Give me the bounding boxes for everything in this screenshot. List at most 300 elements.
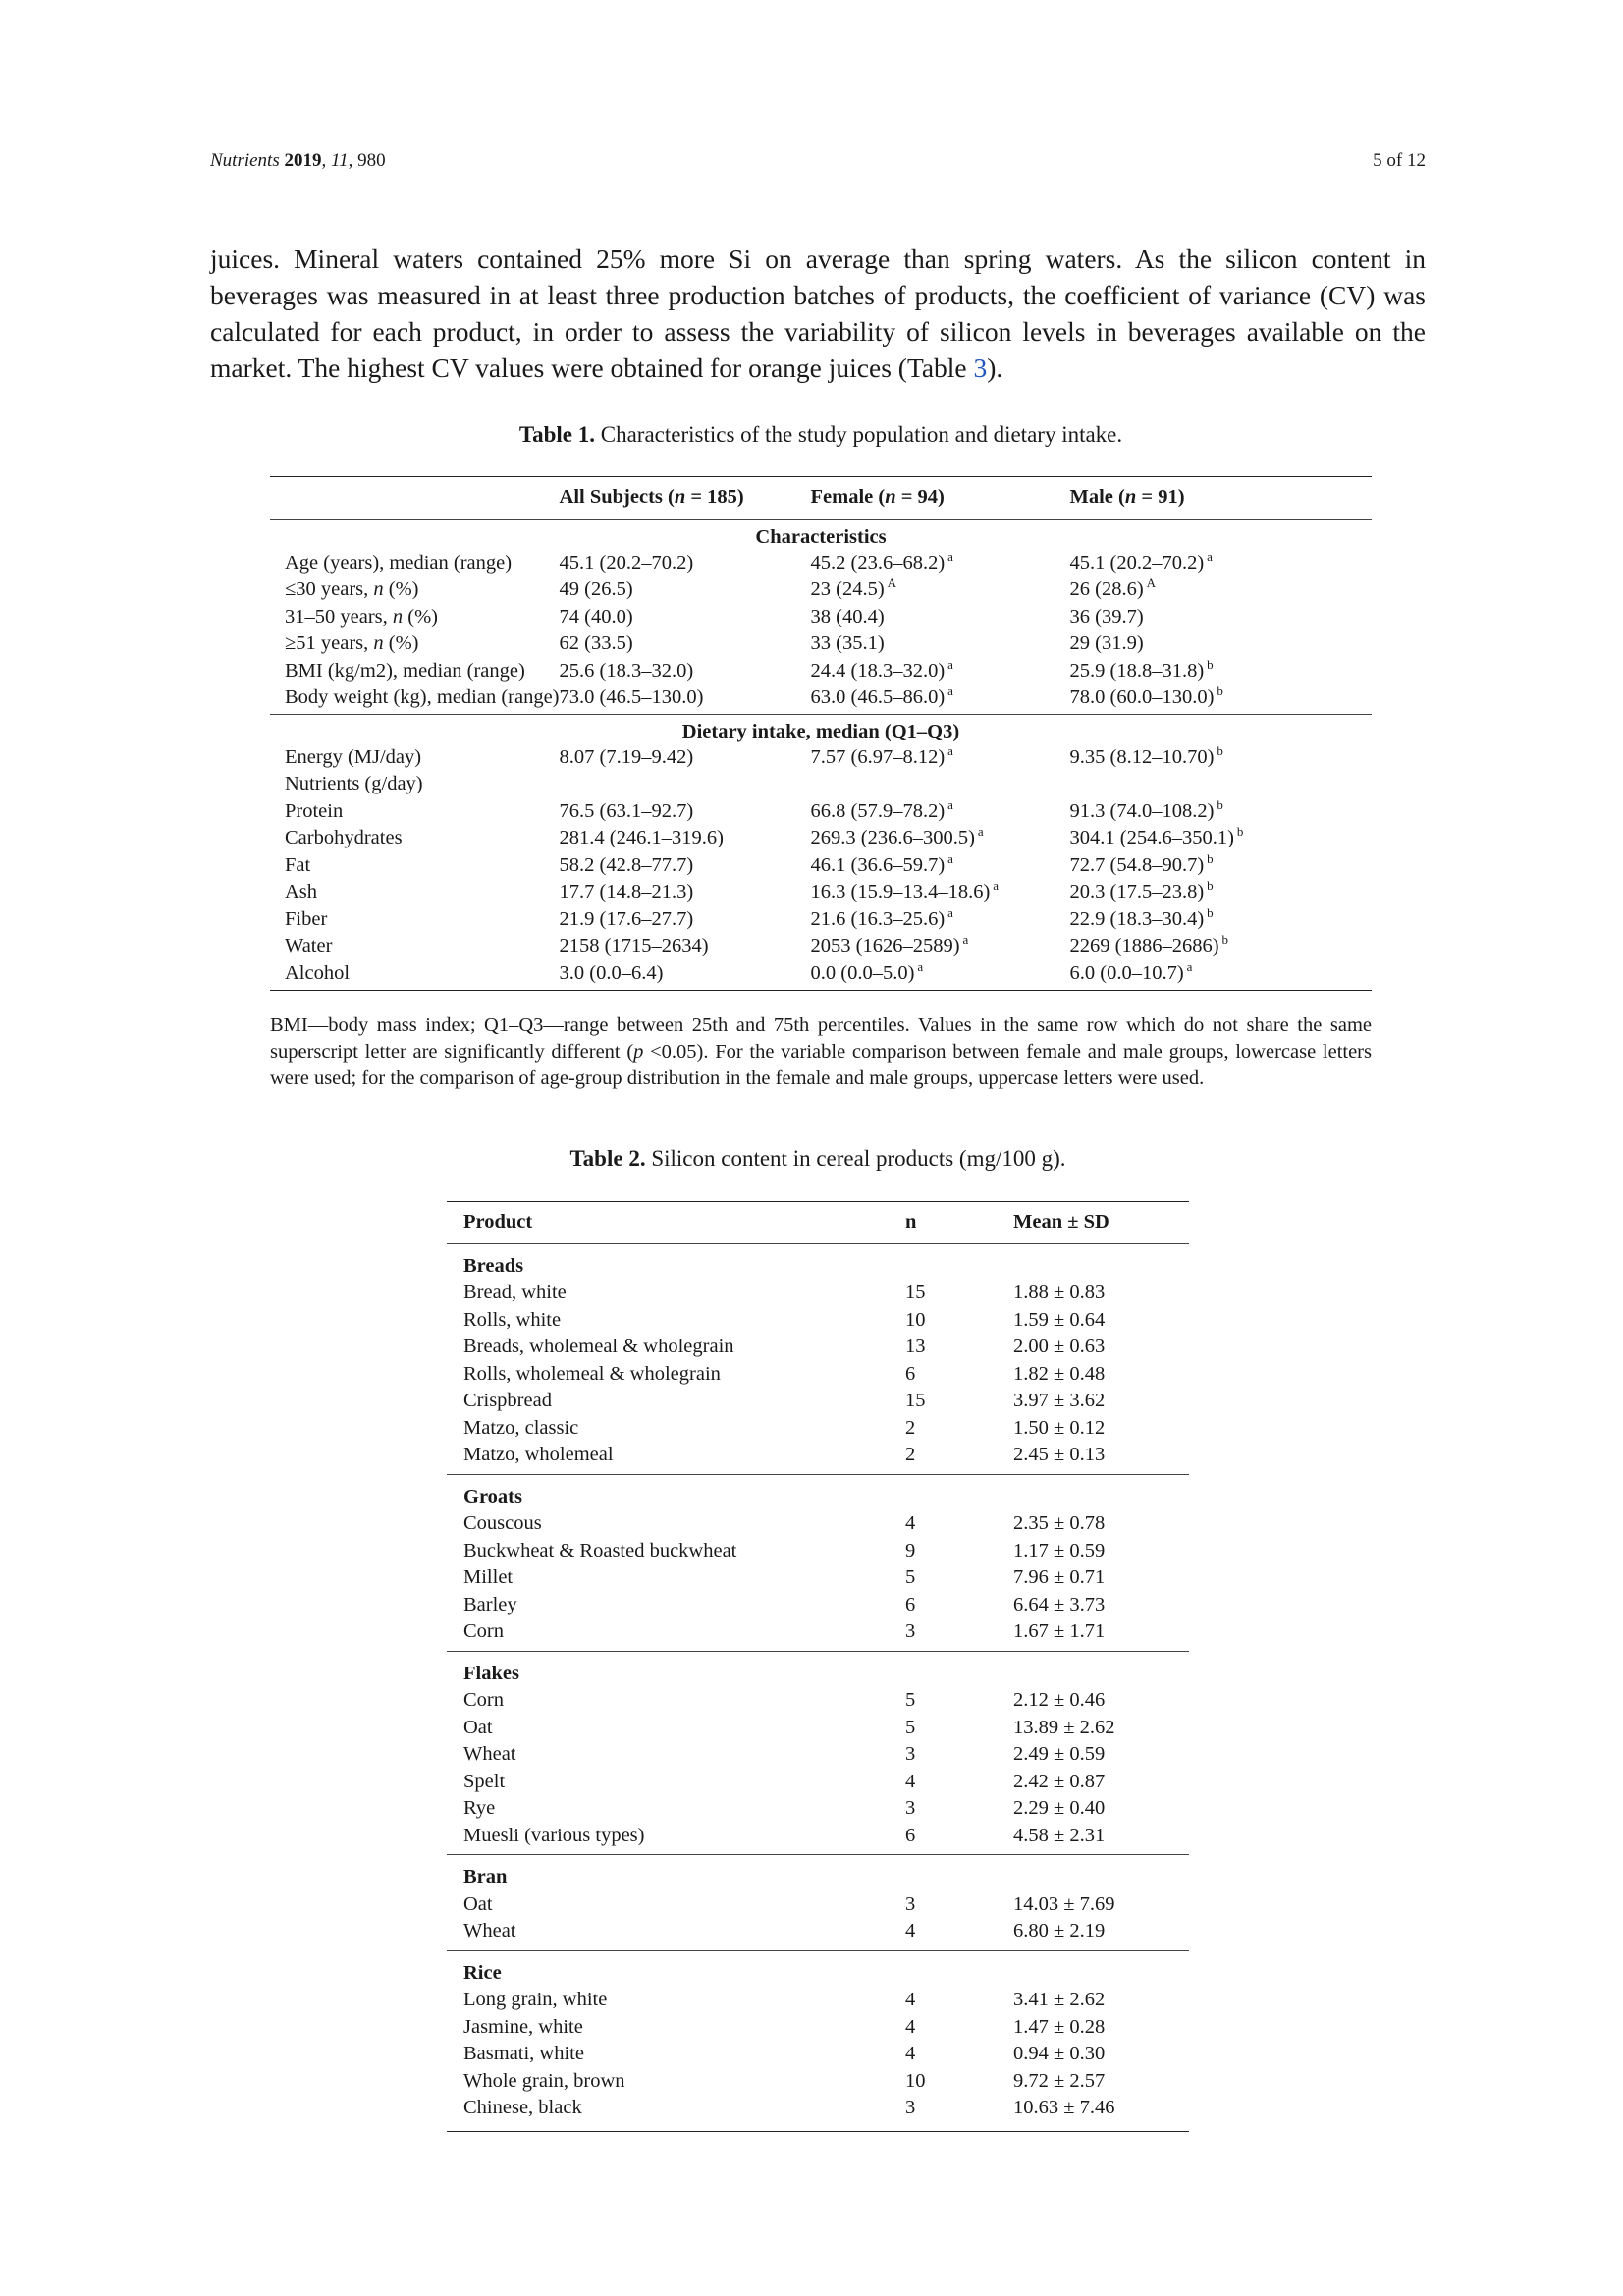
product-group-bran (447, 1855, 1189, 1951)
intro-text: juices. Mineral waters contained 25% more Si on average than spring waters. As the silicon content in beverages was measured in at least three production batches of products, the coefficient of variance (CV) was calculated for each product, in order to assess the variability of silicon levels in beverages available on the market. The highest CV values were obtained for orange juices (Table (210, 244, 1426, 383)
cell-n: 5 (905, 1716, 916, 1738)
cell-female-superscript: a (947, 796, 953, 812)
table-row (447, 1715, 1189, 1742)
intro-text-end: ). (987, 353, 1003, 383)
cell-female-superscript: a (962, 932, 969, 947)
cell-female (811, 684, 1070, 714)
table-row (447, 1538, 1189, 1565)
cell-all-value: 58.2 (42.8–77.7) (559, 853, 694, 876)
cell-n: 6 (905, 1593, 916, 1615)
table-row (447, 1741, 1189, 1769)
cell-male-value: 29 (31.9) (1069, 632, 1144, 654)
cell-all-value: 76.5 (63.1–92.7) (559, 799, 694, 822)
table-2-col-n: n (905, 1202, 1013, 1244)
group-title-row (447, 1243, 1189, 1280)
table-1 (270, 476, 1372, 991)
table-3-link[interactable]: 3 (973, 353, 988, 383)
cell-product: Rye (463, 1797, 496, 1819)
row-label: 31–50 years, n (%) (285, 605, 438, 628)
cell-n: 4 (905, 1512, 916, 1534)
cell-mean-sd: 3.97 ± 3.62 (1013, 1390, 1106, 1411)
row-label: Ash (285, 881, 318, 902)
cell-product: Millet (463, 1566, 514, 1588)
group-blank (905, 1950, 1013, 1987)
table-row (447, 2095, 1189, 2131)
row-label: Energy (MJ/day) (285, 745, 422, 768)
cell-n: 3 (905, 1892, 916, 1915)
cell-n: 4 (905, 1989, 916, 2010)
table-1-title: Characteristics of the study population and dietary intake. (600, 422, 1123, 447)
cell-female-superscript: a (947, 683, 953, 698)
cell-product: Wheat (447, 1918, 905, 1950)
table-2-col-mean: Mean ± SD (1013, 1202, 1189, 1244)
cell-n: 4 (905, 1770, 916, 1792)
cell-female-superscript: A (887, 575, 897, 590)
cell-mean-sd: 1.17 ± 0.59 (1013, 1539, 1106, 1561)
cell-female-superscript: a (977, 824, 984, 839)
table-row (447, 1388, 1189, 1415)
cell-male (1070, 744, 1372, 772)
table-1-section-dietary (270, 714, 1372, 991)
cell-male-superscript: a (1186, 958, 1193, 974)
cell-male-value: 20.3 (17.5–23.8) (1069, 881, 1205, 902)
cell-all (560, 744, 811, 772)
table-row (447, 1442, 1189, 1474)
cell-female (811, 658, 1070, 685)
cell-n: 10 (905, 1308, 926, 1331)
cell-male-value: 25.9 (18.8–31.8) (1069, 659, 1205, 682)
cell-all (560, 906, 811, 934)
cell-product: Breads, wholemeal & wholegrain (463, 1336, 734, 1357)
cell-product: Oat (463, 1892, 493, 1915)
cell-female (811, 550, 1070, 577)
row-label: Carbohydrates (285, 827, 403, 848)
cell-male-superscript: A (1146, 575, 1157, 590)
cell-female (811, 852, 1070, 880)
group-title: Bran (463, 1866, 508, 1887)
cell-mean-sd: 14.03 ± 7.69 (1013, 1892, 1115, 1915)
table-row (270, 906, 1372, 934)
table-2-caption (447, 1146, 1189, 1172)
row-label: Alcohol (270, 960, 560, 991)
section-title-row (270, 519, 1372, 550)
cell-female (811, 933, 1070, 960)
cell-product: Matzo, classic (463, 1416, 579, 1439)
table-row (270, 798, 1372, 826)
cell-female (811, 744, 1070, 772)
cell-mean-sd: 1.47 ± 0.28 (1013, 2015, 1106, 2038)
table-row (447, 1891, 1189, 1919)
cell-male (1070, 684, 1372, 714)
cell-product: Couscous (463, 1512, 542, 1534)
group-blank (905, 1651, 1013, 1687)
table-row (447, 1307, 1189, 1335)
cell-male (1070, 960, 1372, 991)
cell-mean-sd: 2.12 ± 0.46 (1013, 1689, 1106, 1711)
group-blank (1013, 1950, 1189, 1987)
cell-mean-sd: 6.64 ± 3.73 (1013, 1593, 1106, 1615)
cell-female (811, 798, 1070, 826)
cell-n: 4 (905, 2015, 916, 2038)
cell-male-superscript: b (1207, 656, 1214, 672)
group-blank (1013, 1243, 1189, 1280)
table-2-header-row (447, 1202, 1189, 1244)
cell-female-superscript: a (947, 850, 953, 866)
cell-product: Chinese, black (447, 2095, 905, 2131)
cell-all-value: 2158 (1715–2634) (559, 935, 709, 957)
row-label: ≤30 years, n (%) (285, 578, 419, 600)
cell-n: 2 (905, 1416, 916, 1439)
journal-citation: Nutrients 2019, 11, 980 (210, 150, 386, 171)
cell-male (1070, 879, 1372, 906)
cell-female-superscript: a (947, 656, 953, 672)
cell-mean-sd: 2.29 ± 0.40 (1013, 1797, 1106, 1819)
table-2-title: Silicon content in cereal products (mg/100 g). (651, 1146, 1066, 1171)
table-1-col-male: Male (n = 91) (1070, 477, 1372, 520)
cell-all (560, 576, 811, 604)
table-1-footnote (270, 1012, 1372, 1092)
cell-mean-sd: 1.82 ± 0.48 (1013, 1362, 1106, 1385)
table-1-caption (270, 422, 1372, 448)
cell-female-value: 269.3 (236.6–300.5) (810, 827, 975, 848)
cell-all (560, 798, 811, 826)
product-group-flakes (447, 1651, 1189, 1855)
table-row (270, 604, 1372, 631)
cell-mean-sd: 13.89 ± 2.62 (1013, 1716, 1115, 1738)
cell-female-value: 23 (24.5) (810, 578, 885, 600)
group-title-row (447, 1474, 1189, 1510)
cell-male (1070, 550, 1372, 577)
table-row (447, 2068, 1189, 2096)
row-label: Nutrients (g/day) (285, 773, 423, 794)
cell-male-value: 6.0 (0.0–10.7) (1069, 961, 1184, 984)
table-row (447, 1564, 1189, 1592)
table-2-col-product: Product (447, 1202, 905, 1244)
cell-female-value: 66.8 (57.9–78.2) (810, 799, 946, 822)
cell-mean-sd: 9.72 ± 2.57 (1013, 2069, 1106, 2092)
cell-female-value: 46.1 (36.6–59.7) (810, 853, 946, 876)
journal-name: Nutrients (210, 150, 280, 171)
group-blank (905, 1855, 1013, 1891)
cell-product: Whole grain, brown (463, 2069, 625, 2092)
cell-mean-sd: 2.00 ± 0.63 (1013, 1336, 1106, 1357)
cell-male-superscript: a (1207, 548, 1213, 564)
cell-n: 15 (905, 1282, 926, 1303)
cell-n: 3 (905, 1743, 916, 1765)
cell-product: Spelt (463, 1770, 506, 1792)
cell-all-value: 3.0 (0.0–6.4) (559, 961, 664, 984)
table-1-col-all: All Subjects (n = 185) (560, 477, 811, 520)
table-1-section-characteristics (270, 519, 1372, 714)
cell-female (811, 576, 1070, 604)
cell-female-value: 16.3 (15.9–13.4–18.6) (810, 881, 991, 902)
table-row (447, 2041, 1189, 2068)
cell-male-superscript: b (1217, 796, 1223, 812)
cell-n: 9 (905, 1539, 916, 1561)
table-row (270, 960, 1372, 991)
group-blank (905, 1474, 1013, 1510)
page-number: 5 of 12 (1373, 150, 1426, 171)
table-row (270, 684, 1372, 714)
cell-n: 13 (905, 1336, 926, 1357)
cell-n: 6 (905, 1362, 916, 1385)
cell-male (1070, 906, 1372, 934)
table-row (447, 1769, 1189, 1796)
cell-male (1070, 630, 1372, 658)
cell-n: 3 (905, 2095, 1013, 2131)
cell-all-value: 17.7 (14.8–21.3) (559, 881, 694, 902)
cell-mean-sd: 1.88 ± 0.83 (1013, 1282, 1106, 1303)
cell-all-value: 8.07 (7.19–9.42) (559, 745, 694, 768)
cell-all (560, 825, 811, 852)
table-row (447, 1687, 1189, 1715)
group-title-row (447, 1855, 1189, 1891)
table-row (447, 1823, 1189, 1855)
cell-male (1070, 825, 1372, 852)
table-1-header-row (270, 477, 1372, 520)
group-blank (1013, 1651, 1189, 1687)
footnote-text: BMI—body mass index; Q1–Q3—range between 25th and 75th percentiles. Values in the same row which do not share the same superscript letter are significantly different ( (270, 1014, 1372, 1063)
cell-mean-sd: 10.63 ± 7.46 (1013, 2095, 1189, 2131)
group-blank (905, 1243, 1013, 1280)
cell-male-value: 2269 (1886–2686) (1069, 935, 1219, 957)
cell-female (811, 879, 1070, 906)
cell-all (560, 771, 811, 798)
cell-male-superscript: b (1207, 904, 1214, 920)
cell-female-superscript: a (993, 878, 1000, 893)
cell-mean-sd: 1.59 ± 0.64 (1013, 1308, 1106, 1331)
cell-male (1070, 658, 1372, 685)
cell-male-value: 26 (28.6) (1069, 578, 1144, 600)
cell-mean-sd: 2.42 ± 0.87 (1013, 1770, 1106, 1792)
cell-product: Crispbread (463, 1390, 552, 1411)
cell-product: Basmati, white (463, 2043, 584, 2064)
table-row (447, 1510, 1189, 1538)
cell-product: Oat (463, 1716, 493, 1738)
cell-male (1070, 604, 1372, 631)
cell-product: Buckwheat & Roasted buckwheat (463, 1539, 737, 1561)
cell-all (560, 852, 811, 880)
group-title: Rice (463, 1961, 502, 1984)
table-2-label: Table 2. (569, 1146, 646, 1171)
journal-volume: 11 (330, 150, 349, 171)
cell-male-value: 9.35 (8.12–10.70) (1069, 745, 1215, 768)
row-label: Fiber (285, 907, 328, 930)
table-row (270, 771, 1372, 798)
table-row (270, 550, 1372, 577)
cell-female-value: 33 (35.1) (810, 632, 885, 654)
cell-all (560, 630, 811, 658)
section-title: Characteristics (755, 525, 887, 548)
italic-n: n (373, 578, 384, 600)
table-row (270, 852, 1372, 880)
table-1-col-label (270, 477, 560, 520)
cell-male-value: 72.7 (54.8–90.7) (1069, 853, 1205, 876)
cell-female-superscript: a (947, 742, 953, 758)
cell-male-value: 78.0 (60.0–130.0) (1069, 686, 1215, 708)
table-row (447, 2014, 1189, 2042)
cell-mean-sd: 7.96 ± 0.71 (1013, 1566, 1106, 1588)
footnote-p: p (633, 1041, 644, 1063)
cell-male (1070, 576, 1372, 604)
cell-mean-sd: 3.41 ± 2.62 (1013, 1989, 1106, 2010)
cell-female-superscript: a (947, 904, 953, 920)
table-row (447, 1415, 1189, 1443)
cell-female (811, 825, 1070, 852)
cell-male-superscript: b (1217, 742, 1223, 758)
cell-n: 10 (905, 2069, 926, 2092)
cell-all-value: 62 (33.5) (559, 632, 633, 654)
cell-female (811, 630, 1070, 658)
row-label: Protein (285, 799, 344, 822)
cell-all-value: 21.9 (17.6–27.7) (559, 907, 694, 930)
table-row (270, 933, 1372, 960)
cell-male-superscript: b (1207, 850, 1214, 866)
cell-male-value: 36 (39.7) (1069, 605, 1144, 628)
cell-mean-sd: 2.49 ± 0.59 (1013, 1743, 1106, 1765)
table-row (447, 1987, 1189, 2014)
cell-product: Barley (463, 1593, 517, 1615)
cell-all-value: 45.1 (20.2–70.2) (559, 551, 694, 574)
row-label: BMI (kg/m2), median (range) (285, 659, 525, 682)
row-label: Water (285, 935, 333, 957)
section-title: Dietary intake, median (Q1–Q3) (681, 720, 960, 742)
cell-male-value: 91.3 (74.0–108.2) (1069, 799, 1215, 822)
table-row (447, 1592, 1189, 1619)
cell-all-value: 73.0 (46.5–130.0) (559, 686, 704, 708)
cell-male-superscript: b (1217, 683, 1223, 698)
cell-all (560, 879, 811, 906)
cell-female-value: 7.57 (6.97–8.12) (810, 745, 946, 768)
table-row (270, 879, 1372, 906)
cell-all (560, 604, 811, 631)
section-title-row (270, 714, 1372, 744)
article-number: 980 (357, 150, 386, 171)
cell-product: Bread, white (463, 1282, 567, 1303)
row-label: Body weight (kg), median (range) (270, 684, 560, 714)
product-group-rice (447, 1950, 1189, 2131)
cell-product: Corn (463, 1689, 504, 1711)
table-row (270, 744, 1372, 772)
cell-mean-sd: 1.67 ± 1.71 (1013, 1618, 1189, 1651)
cell-male (1070, 852, 1372, 880)
cell-product: Jasmine, white (463, 2015, 583, 2038)
cell-product: Corn (447, 1618, 905, 1651)
cell-female-superscript: a (947, 548, 953, 564)
journal-year: 2019 (284, 150, 322, 171)
group-blank (1013, 1855, 1189, 1891)
footnote-text-end: <0.05). For the variable comparison between female and male groups, lowercase letters were used; for the comparison of age-group distribution in the female and male groups, uppercase letters were used. (270, 1041, 1372, 1089)
cell-all-value: 74 (40.0) (559, 605, 633, 628)
cell-n: 15 (905, 1390, 926, 1411)
cell-male-value: 22.9 (18.3–30.4) (1069, 907, 1205, 930)
cell-product: Long grain, white (463, 1989, 608, 2010)
cell-mean-sd: 2.45 ± 0.13 (1013, 1442, 1189, 1474)
table-row (447, 1280, 1189, 1307)
intro-paragraph (210, 241, 1426, 386)
table-row (447, 1618, 1189, 1651)
cell-product: Wheat (463, 1743, 516, 1765)
cell-product: Matzo, wholemeal (447, 1442, 905, 1474)
table-1-col-female: Female (n = 94) (811, 477, 1070, 520)
group-blank (1013, 1474, 1189, 1510)
cell-male (1070, 771, 1372, 798)
cell-female (811, 604, 1070, 631)
running-header (210, 150, 1426, 180)
cell-female-value: 21.6 (16.3–25.6) (810, 907, 946, 930)
cell-all-value: 49 (26.5) (559, 578, 633, 600)
product-group-groats (447, 1474, 1189, 1651)
cell-male (1070, 798, 1372, 826)
group-title: Flakes (463, 1662, 519, 1684)
table-1-label: Table 1. (518, 422, 595, 447)
cell-n: 3 (905, 1618, 1013, 1651)
cell-female-value: 24.4 (18.3–32.0) (810, 659, 946, 682)
italic-n: n (373, 632, 384, 654)
cell-mean-sd: 2.35 ± 0.78 (1013, 1512, 1106, 1534)
table-row (270, 658, 1372, 685)
cell-male-value: 45.1 (20.2–70.2) (1069, 551, 1205, 574)
cell-all (560, 684, 811, 714)
product-group-breads (447, 1243, 1189, 1474)
row-label: Age (years), median (range) (285, 551, 513, 574)
cell-mean-sd: 6.80 ± 2.19 (1013, 1918, 1189, 1950)
cell-male-superscript: b (1207, 878, 1214, 893)
table-row (447, 1918, 1189, 1950)
cell-n: 2 (905, 1442, 1013, 1474)
table-2 (447, 1201, 1189, 2132)
cell-female (811, 960, 1070, 991)
row-label: Fat (285, 853, 311, 876)
cell-male-superscript: b (1236, 824, 1244, 839)
group-title: Breads (463, 1254, 524, 1277)
cell-all (560, 960, 811, 991)
cell-male-value: 304.1 (254.6–350.1) (1069, 827, 1234, 848)
cell-all (560, 550, 811, 577)
cell-all (560, 933, 811, 960)
table-row (447, 1361, 1189, 1389)
cell-all (560, 658, 811, 685)
cell-female (811, 906, 1070, 934)
cell-all-value: 281.4 (246.1–319.6) (559, 827, 724, 848)
table-row (270, 825, 1372, 852)
cell-product: Rolls, white (463, 1308, 562, 1331)
table-row (447, 1795, 1189, 1823)
group-title-row (447, 1651, 1189, 1687)
table-row (270, 576, 1372, 604)
italic-n: n (392, 605, 404, 628)
cell-female-superscript: a (917, 958, 924, 974)
table-row (447, 1334, 1189, 1361)
cell-female-value: 45.2 (23.6–68.2) (810, 551, 946, 574)
cell-female-value: 0.0 (0.0–5.0) (810, 961, 915, 984)
cell-female-value: 2053 (1626–2589) (810, 935, 960, 957)
cell-n: 4 (905, 2043, 916, 2064)
cell-mean-sd: 0.94 ± 0.30 (1013, 2043, 1106, 2064)
cell-n: 6 (905, 1823, 1013, 1855)
cell-female-value: 63.0 (46.5–86.0) (810, 686, 946, 708)
row-label: ≥51 years, n (%) (285, 632, 419, 654)
cell-n: 4 (905, 1918, 1013, 1950)
cell-mean-sd: 1.50 ± 0.12 (1013, 1416, 1106, 1439)
cell-female (811, 771, 1070, 798)
cell-product: Rolls, wholemeal & wholegrain (463, 1362, 721, 1385)
cell-female-value: 38 (40.4) (810, 605, 885, 628)
cell-product: Muesli (various types) (447, 1823, 905, 1855)
group-title-row (447, 1950, 1189, 1987)
cell-all-value: 25.6 (18.3–32.0) (559, 659, 694, 682)
group-title: Groats (463, 1485, 522, 1507)
